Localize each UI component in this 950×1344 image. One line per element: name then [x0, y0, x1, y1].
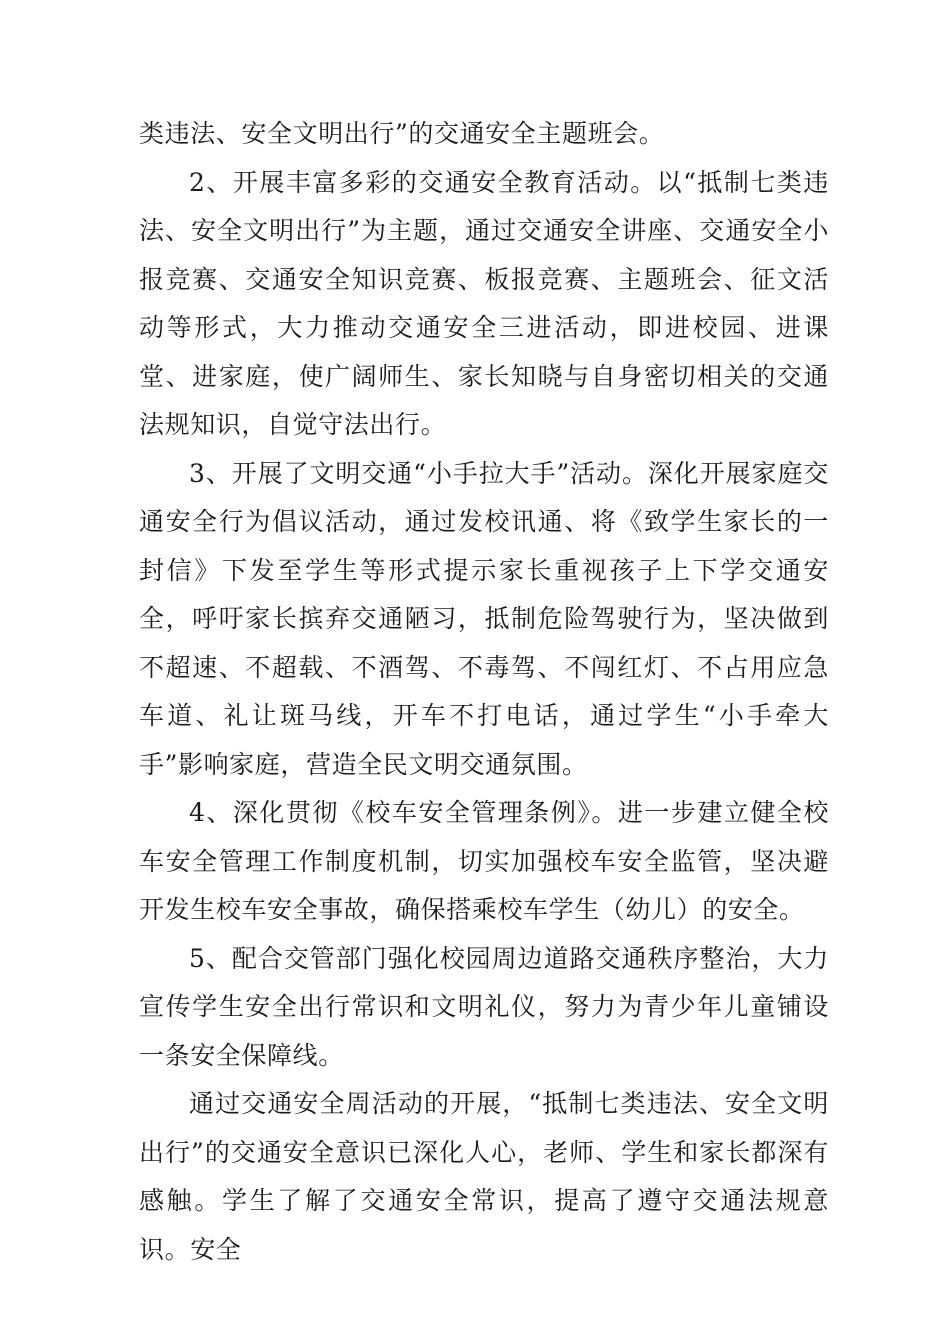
paragraph-item-2: 2、开展丰富多彩的交通安全教育活动。以“抵制七类违法、安全文明出行”为主题，通过交通安全讲座、交通安全小报竞赛、交通安全知识竞赛、板报竞赛、主题班会、征文活动等形式，大力推动交通安全三进活动，即进校园、进课堂、进家庭，使广阔师生、家长知晓与自身密切相关的交通法规知识，自觉守法出行。 — [139, 167, 829, 439]
paragraph-continuation: 类违法、安全文明出行”的交通安全主题班会。 — [139, 119, 665, 148]
paragraph-item-4: 4、深化贯彻《校车安全管理条例》。进一步建立健全校车安全管理工作制度机制，切实加强校车安全监管，坚决避开发生校车安全事故，确保搭乘校车学生（幼儿）的安全。 — [139, 798, 829, 924]
paragraph-item-3: 3、开展了文明交通“小手拉大手”活动。深化开展家庭交通安全行为倡议活动，通过发校讯通、将《致学生家长的一封信》下发至学生等形式提示家长重视孩子上下学交通安全，呼吁家长摈弃交通陋习，抵制危险驾驶行为，坚决做到不超速、不超载、不酒驾、不毒驾、不闯红灯、不占用应急车道、礼让斑马线，开车不打电话，通过学生“小手牵大手”影响家庭，营造全民文明交通氛围。 — [139, 458, 829, 779]
body-text — [139, 110, 829, 1274]
paragraph-item-5: 5、配合交管部门强化校园周边道路交通秩序整治，大力宣传学生安全出行常识和文明礼仪，努力为青少年儿童铺设一条安全保障线。 — [139, 943, 829, 1070]
paragraph-summary: 通过交通安全周活动的开展，“抵制七类违法、安全文明出行”的交通安全意识已深化人心，老师、学生和家长都深有感触。学生了解了交通安全常识，提高了遵守交通法规意识。安全 — [139, 1089, 829, 1264]
